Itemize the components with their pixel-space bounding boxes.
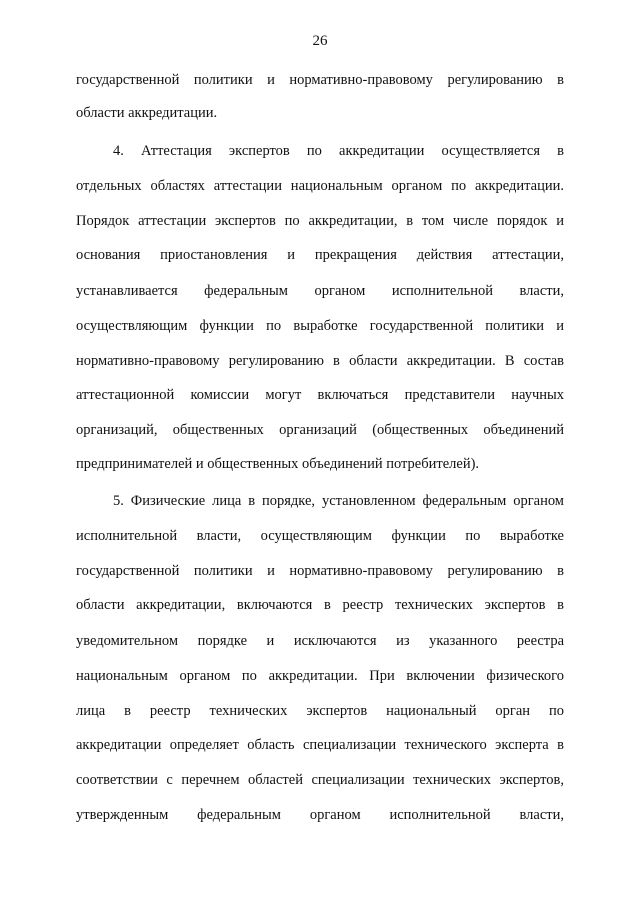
page-number: 26 [312, 33, 328, 49]
text-line: 4. Аттестация экспертов по аккредитации осуществляется в [113, 143, 564, 159]
text-line: лица в реестр технических экспертов национальный орган по [76, 703, 564, 719]
text-line: исполнительной власти, осуществляющим функции по выработке [76, 528, 564, 544]
text-line: области аккредитации. [76, 105, 218, 121]
text-line: 5. Физические лица в порядке, установленном федеральным органом [113, 493, 564, 509]
text-line: устанавливается федеральным органом исполнительной власти, [76, 283, 564, 299]
text-line: аккредитации определяет область специализации технического эксперта в [76, 737, 564, 753]
text-line: Порядок аттестации экспертов по аккредитации, в том числе порядок и [76, 213, 564, 229]
text-line: соответствии с перечнем областей специализации технических экспертов, [76, 772, 564, 788]
text-line: аттестационной комиссии могут включаться представители научных [76, 387, 564, 403]
text-line: осуществляющим функции по выработке государственной политики и [76, 318, 564, 334]
text-line: отдельных областях аттестации национальным органом по аккредитации. [76, 178, 564, 194]
text-line: государственной политики и нормативно-правовому регулированию в [76, 72, 564, 88]
text-line: предпринимателей и общественных объединений потребителей). [76, 456, 480, 472]
text-line: нормативно-правовому регулированию в области аккредитации. В состав [76, 353, 564, 369]
text-line: уведомительном порядке и исключаются из указанного реестра [76, 633, 564, 649]
text-line: национальным органом по аккредитации. При включении физического [76, 668, 564, 684]
text-line: основания приостановления и прекращения действия аттестации, [76, 247, 564, 263]
text-line: организаций, общественных организаций (общественных объединений [76, 422, 564, 438]
text-line: области аккредитации, включаются в реестр технических экспертов в [76, 597, 564, 613]
text-line: государственной политики и нормативно-правовому регулированию в [76, 563, 564, 579]
text-line: утвержденным федеральным органом исполнительной власти, [76, 807, 564, 823]
